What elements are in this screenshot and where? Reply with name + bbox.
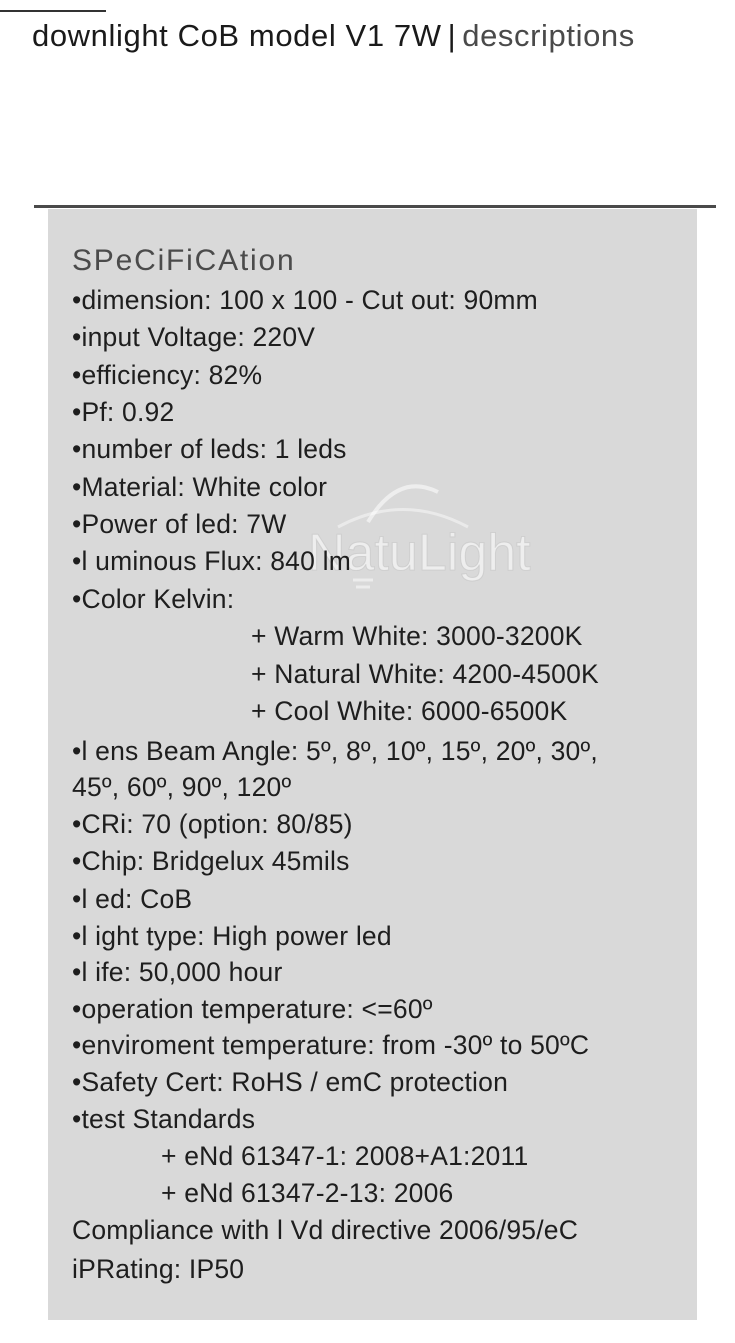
page-title [32,18,635,54]
spec-line-cri: •CRi: 70 (option: 80/85) [72,809,353,839]
spec-line-material: •Material: White color [72,472,328,502]
spec-line-life: •l ife: 50,000 hour [72,957,283,987]
spec-line-beam-angle: •l ens Beam Angle: 5º, 8º, 10º, 15º, 20º, 30º, [72,736,598,766]
section-divider [34,205,716,208]
title-main: downlight CoB model V1 7W [32,18,442,53]
title-separator: | [447,18,457,53]
spec-line-number-of-leds: •number of leds: 1 leds [72,434,347,464]
spec-line-color-kelvin: •Color Kelvin: [72,584,235,614]
spec-line-light-type: •l ight type: High power led [72,921,392,951]
spec-heading: SPeCiFiCAtion [72,244,296,277]
spec-line-luminous-flux: •l uminous Flux: 840 lm [72,546,351,576]
spec-line-ip-rating: iPRating: IP50 [72,1254,245,1284]
spec-line-beam-angle-cont: 45º, 60º, 90º, 120º [72,772,292,802]
spec-line-power: •Power of led: 7W [72,509,287,539]
spec-line-operation-temp: •operation temperature: <=60º [72,994,433,1024]
spec-line-compliance: Compliance with l Vd directive 2006/95/eC [72,1215,579,1245]
watermark-text: NatuLight [308,524,531,582]
spec-line-pf: •Pf: 0.92 [72,397,175,427]
spec-line-safety-cert: •Safety Cert: RoHS / emC protection [72,1067,509,1097]
spec-line-dimension: •dimension: 100 x 100 - Cut out: 90mm [72,285,538,315]
spec-line-chip: •Chip: Bridgelux 45mils [72,846,350,876]
spec-line-warm-white: + Warm White: 3000-3200K [251,621,583,651]
spec-line-standard-1: + eNd 61347-1: 2008+A1:2011 [161,1141,529,1171]
spec-line-environment-temp: •enviroment temperature: from -30º to 50ºC [72,1030,590,1060]
spec-line-standard-2: + eNd 61347-2-13: 2006 [161,1178,454,1208]
spec-line-input-voltage: •input Voltage: 220V [72,322,316,352]
spec-line-natural-white: + Natural White: 4200-4500K [251,659,599,689]
spec-line-test-standards: •test Standards [72,1104,256,1134]
spec-line-cool-white: + Cool White: 6000-6500K [251,696,568,726]
spec-line-efficiency: •efficiency: 82% [72,360,263,390]
top-rule [0,10,106,12]
spec-line-led: •l ed: CoB [72,884,193,914]
title-subtitle: descriptions [462,18,635,53]
